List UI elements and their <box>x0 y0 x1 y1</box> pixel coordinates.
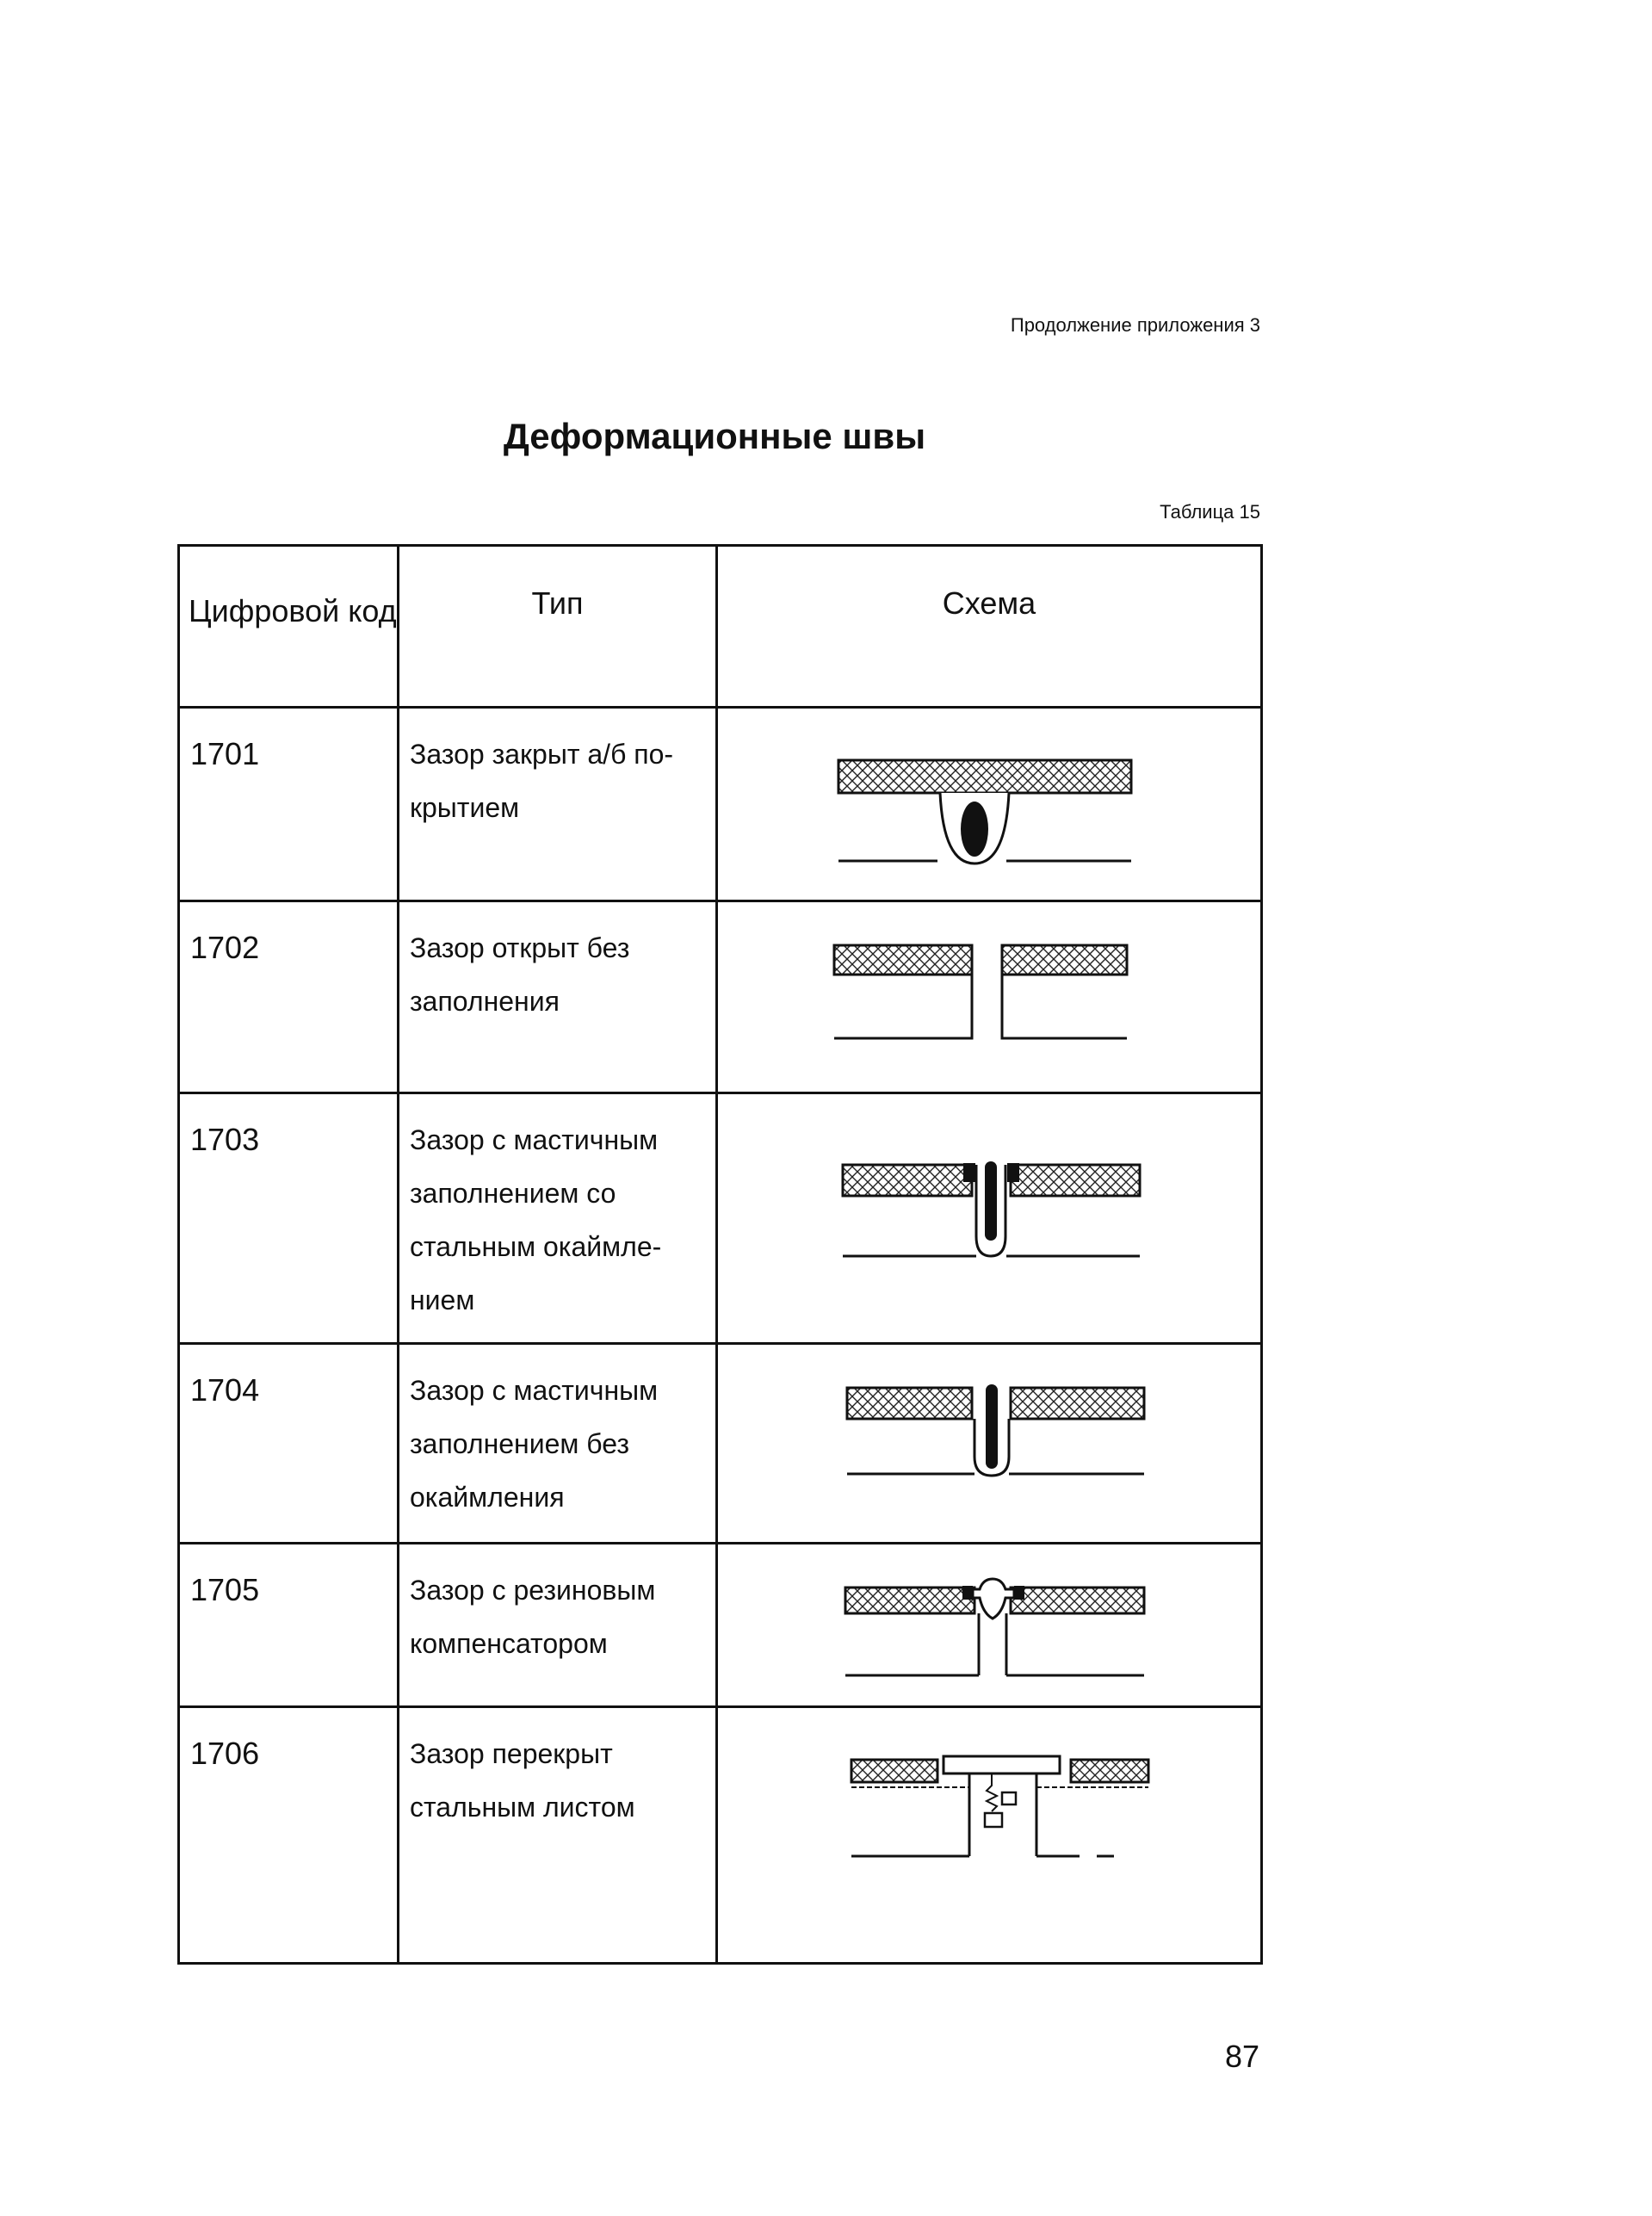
row-code: 1703 <box>179 1093 399 1344</box>
table-label: Таблица 15 <box>1160 501 1260 523</box>
row-code: 1704 <box>179 1344 399 1544</box>
table-row <box>179 1707 1262 1964</box>
continuation-note: Продолжение приложения 3 <box>1010 314 1260 336</box>
row-code: 1702 <box>179 901 399 1093</box>
row-type: Зазор открыт без заполнения <box>399 901 717 1093</box>
row-scheme <box>717 1707 1262 1964</box>
page-number: 87 <box>1224 2039 1259 2074</box>
row-type: Зазор с мастичным заполнением без окаймления <box>399 1344 717 1544</box>
row-scheme <box>717 901 1262 1093</box>
gap-mastic-steel-edged-schematic-icon <box>718 1094 1263 1344</box>
gap-rubber-compensator-schematic-icon <box>718 1544 1263 1706</box>
row-code: 1706 <box>179 1707 399 1964</box>
column-header-code: Цифровой код <box>179 546 399 708</box>
gap-mastic-no-edging-schematic-icon <box>718 1345 1263 1543</box>
row-code: 1701 <box>179 708 399 901</box>
row-scheme <box>717 708 1262 901</box>
gap-covered-by-asphalt-schematic-icon <box>718 709 1263 900</box>
joints-table <box>177 544 1263 1965</box>
gap-open-unfilled-schematic-icon <box>718 902 1263 1093</box>
table-row <box>179 708 1262 901</box>
table-row <box>179 901 1262 1093</box>
row-type: Зазор перекрыт стальным листом <box>399 1707 717 1964</box>
row-code: 1705 <box>179 1544 399 1707</box>
row-type: Зазор закрыт а/б по-крытием <box>399 708 717 901</box>
row-type: Зазор с мастичным заполнением со стальным окаймле-нием <box>399 1093 717 1344</box>
row-scheme <box>717 1544 1262 1707</box>
table-header-row <box>179 546 1262 708</box>
table-row <box>179 1093 1262 1344</box>
table-row <box>179 1544 1262 1707</box>
column-header-scheme: Схема <box>717 546 1262 708</box>
row-scheme <box>717 1344 1262 1544</box>
row-scheme <box>717 1093 1262 1344</box>
gap-steel-plate-cover-schematic-icon <box>718 1708 1263 1963</box>
row-type: Зазор с резиновым компенсатором <box>399 1544 717 1707</box>
table-row <box>179 1344 1262 1544</box>
column-header-type: Тип <box>399 546 717 708</box>
page-title: Деформационные швы <box>503 416 926 456</box>
